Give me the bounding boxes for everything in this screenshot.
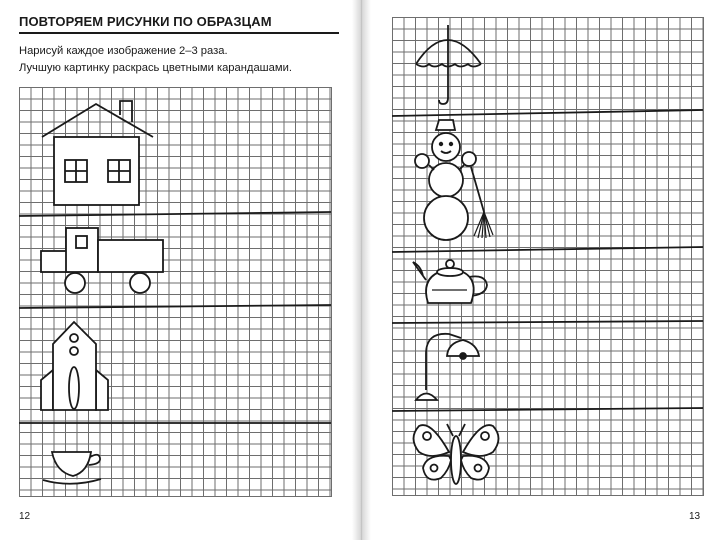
truck-icon bbox=[41, 228, 163, 293]
rocket-icon bbox=[41, 322, 108, 410]
right-drawings bbox=[371, 0, 723, 540]
instruction-line-1: Нарисуй каждое изображение 2–3 раза. bbox=[19, 45, 228, 57]
left-page bbox=[0, 0, 352, 540]
umbrella-icon bbox=[416, 25, 481, 104]
house-icon bbox=[42, 101, 153, 205]
teapot-icon bbox=[413, 260, 487, 303]
page-title: ПОВТОРЯЕМ РИСУНКИ ПО ОБРАЗЦАМ bbox=[19, 14, 272, 29]
instruction-line-2: Лучшую картинку раскрась цветными карандашами. bbox=[19, 62, 292, 74]
right-page bbox=[371, 0, 723, 540]
snowman-icon bbox=[415, 120, 493, 240]
page-number-right: 13 bbox=[689, 511, 701, 522]
butterfly-icon bbox=[414, 424, 499, 484]
book-gutter bbox=[352, 0, 371, 540]
lamp-icon bbox=[416, 334, 479, 400]
page-number-left: 12 bbox=[19, 511, 31, 522]
left-drawings bbox=[0, 0, 352, 540]
teacup-icon bbox=[43, 452, 101, 484]
